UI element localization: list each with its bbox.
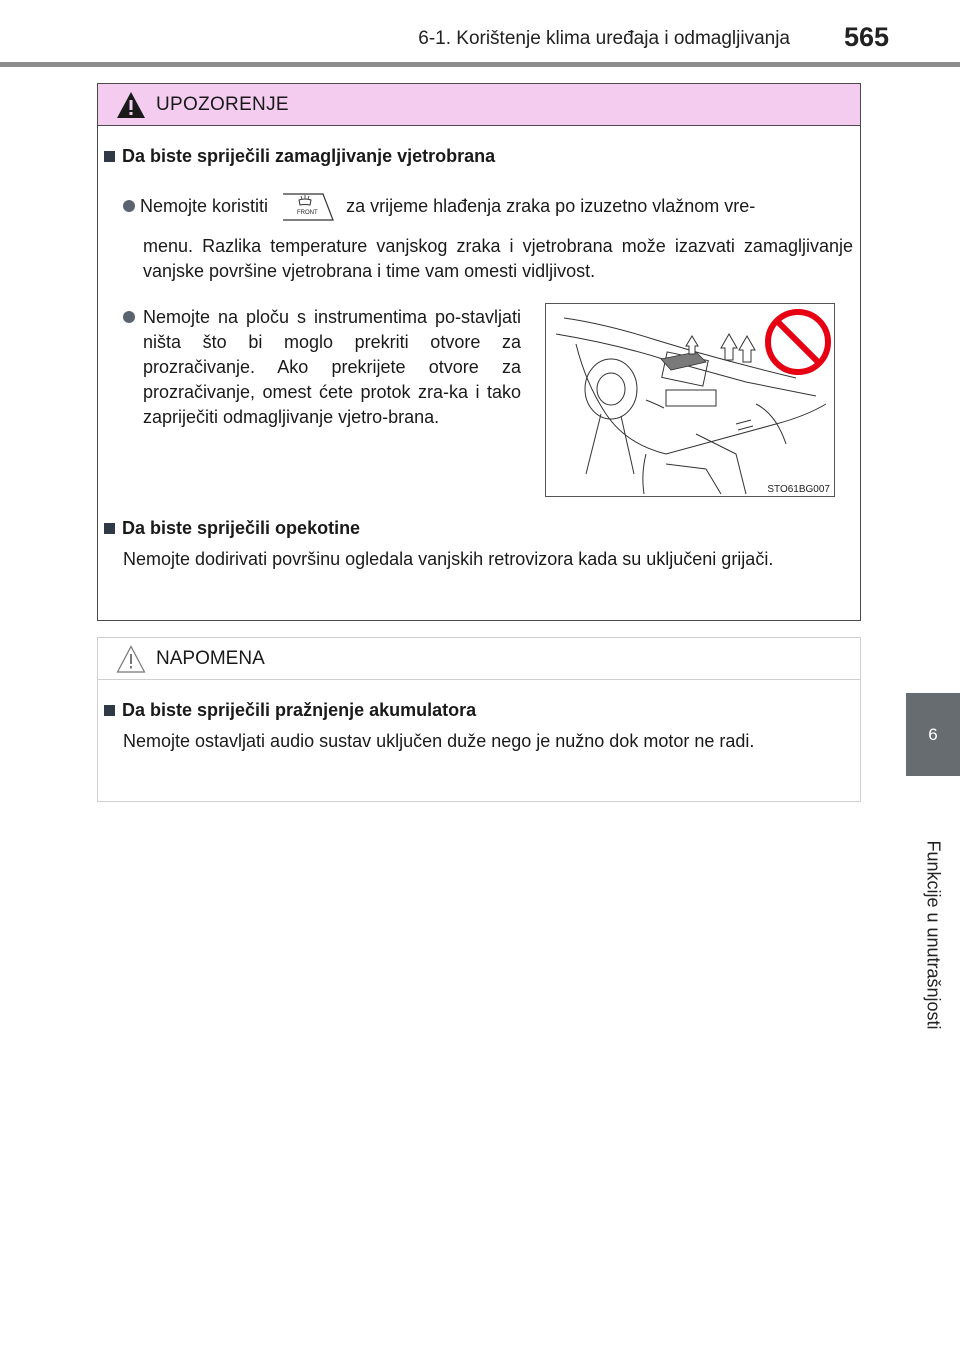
warning-header: [98, 84, 860, 126]
burns-text: Nemojte dodirivati površinu ogledala vanjskih retrovizora kada su uključeni grijači.: [123, 549, 774, 569]
square-bullet-icon: [104, 523, 115, 534]
note-title: NAPOMENA: [156, 647, 265, 669]
chapter-tab: [906, 693, 960, 776]
dashboard-drawing: [546, 304, 834, 496]
note-box: [97, 637, 861, 802]
square-bullet-icon: [104, 151, 115, 162]
prohibited-icon: [768, 312, 828, 372]
header-rule: [0, 62, 960, 67]
section-heading-burns: [104, 518, 360, 539]
square-bullet-icon: [104, 705, 115, 716]
bullet-text-before: Nemojte koristiti: [140, 195, 269, 216]
bullet-dashboard-text: Nemojte na ploču s instrumentima po-stavljati ništa što bi moglo prekriti otvore za prozračivanje. Ako prekrijete otvore za prozračivanje, omest ćete protok zra-ka i tako zapriječiti odmagljivanje vjetro-brana.: [143, 307, 521, 427]
section-heading-text: Da biste spriječili pražnjenje akumulatora: [122, 700, 477, 720]
caution-outline-icon: [116, 645, 146, 673]
section-heading-fogging: [104, 146, 495, 167]
section-heading-text: Da biste spriječili zamagljivanje vjetrobrana: [122, 146, 496, 166]
running-header: 6-1. Korištenje klima uređaja i odmagljivanja: [418, 28, 790, 49]
dashboard-illustration: [545, 303, 835, 497]
warning-triangle-icon: [116, 91, 146, 119]
section-heading-text: Da biste spriječili opekotine: [122, 518, 361, 538]
note-header: [98, 638, 860, 680]
round-bullet-icon: [123, 311, 135, 323]
chapter-number: 6: [928, 724, 938, 744]
round-bullet-icon: [123, 200, 135, 212]
front-defogger-button-icon: [279, 192, 335, 222]
battery-text: Nemojte ostavljati audio sustav uključen duže nego je nužno dok motor ne radi.: [123, 731, 755, 751]
chapter-label: Funkcije u unutrašnjosti: [923, 840, 944, 1030]
front-button-label: FRONT: [297, 210, 318, 216]
bullet-text-after: za vrijeme hlađenja zraka po izuzetno vlažnom vre-: [346, 195, 756, 216]
warning-title: UPOZORENJE: [156, 93, 289, 115]
page-number: 565: [844, 22, 890, 52]
bullet-front-defogger-cont: menu. Razlika temperature vanjskog zraka i vjetrobrana može izazvati zamagljivanje vanjske površine vjetrobrana i time vam omesti vidljivost.: [143, 236, 853, 281]
figure-code: STO61BG007: [767, 484, 830, 495]
bullet-front-defogger: [123, 192, 855, 222]
bullet-dashboard: [123, 305, 523, 430]
warning-box: [97, 83, 861, 621]
section-heading-battery: [104, 700, 476, 721]
